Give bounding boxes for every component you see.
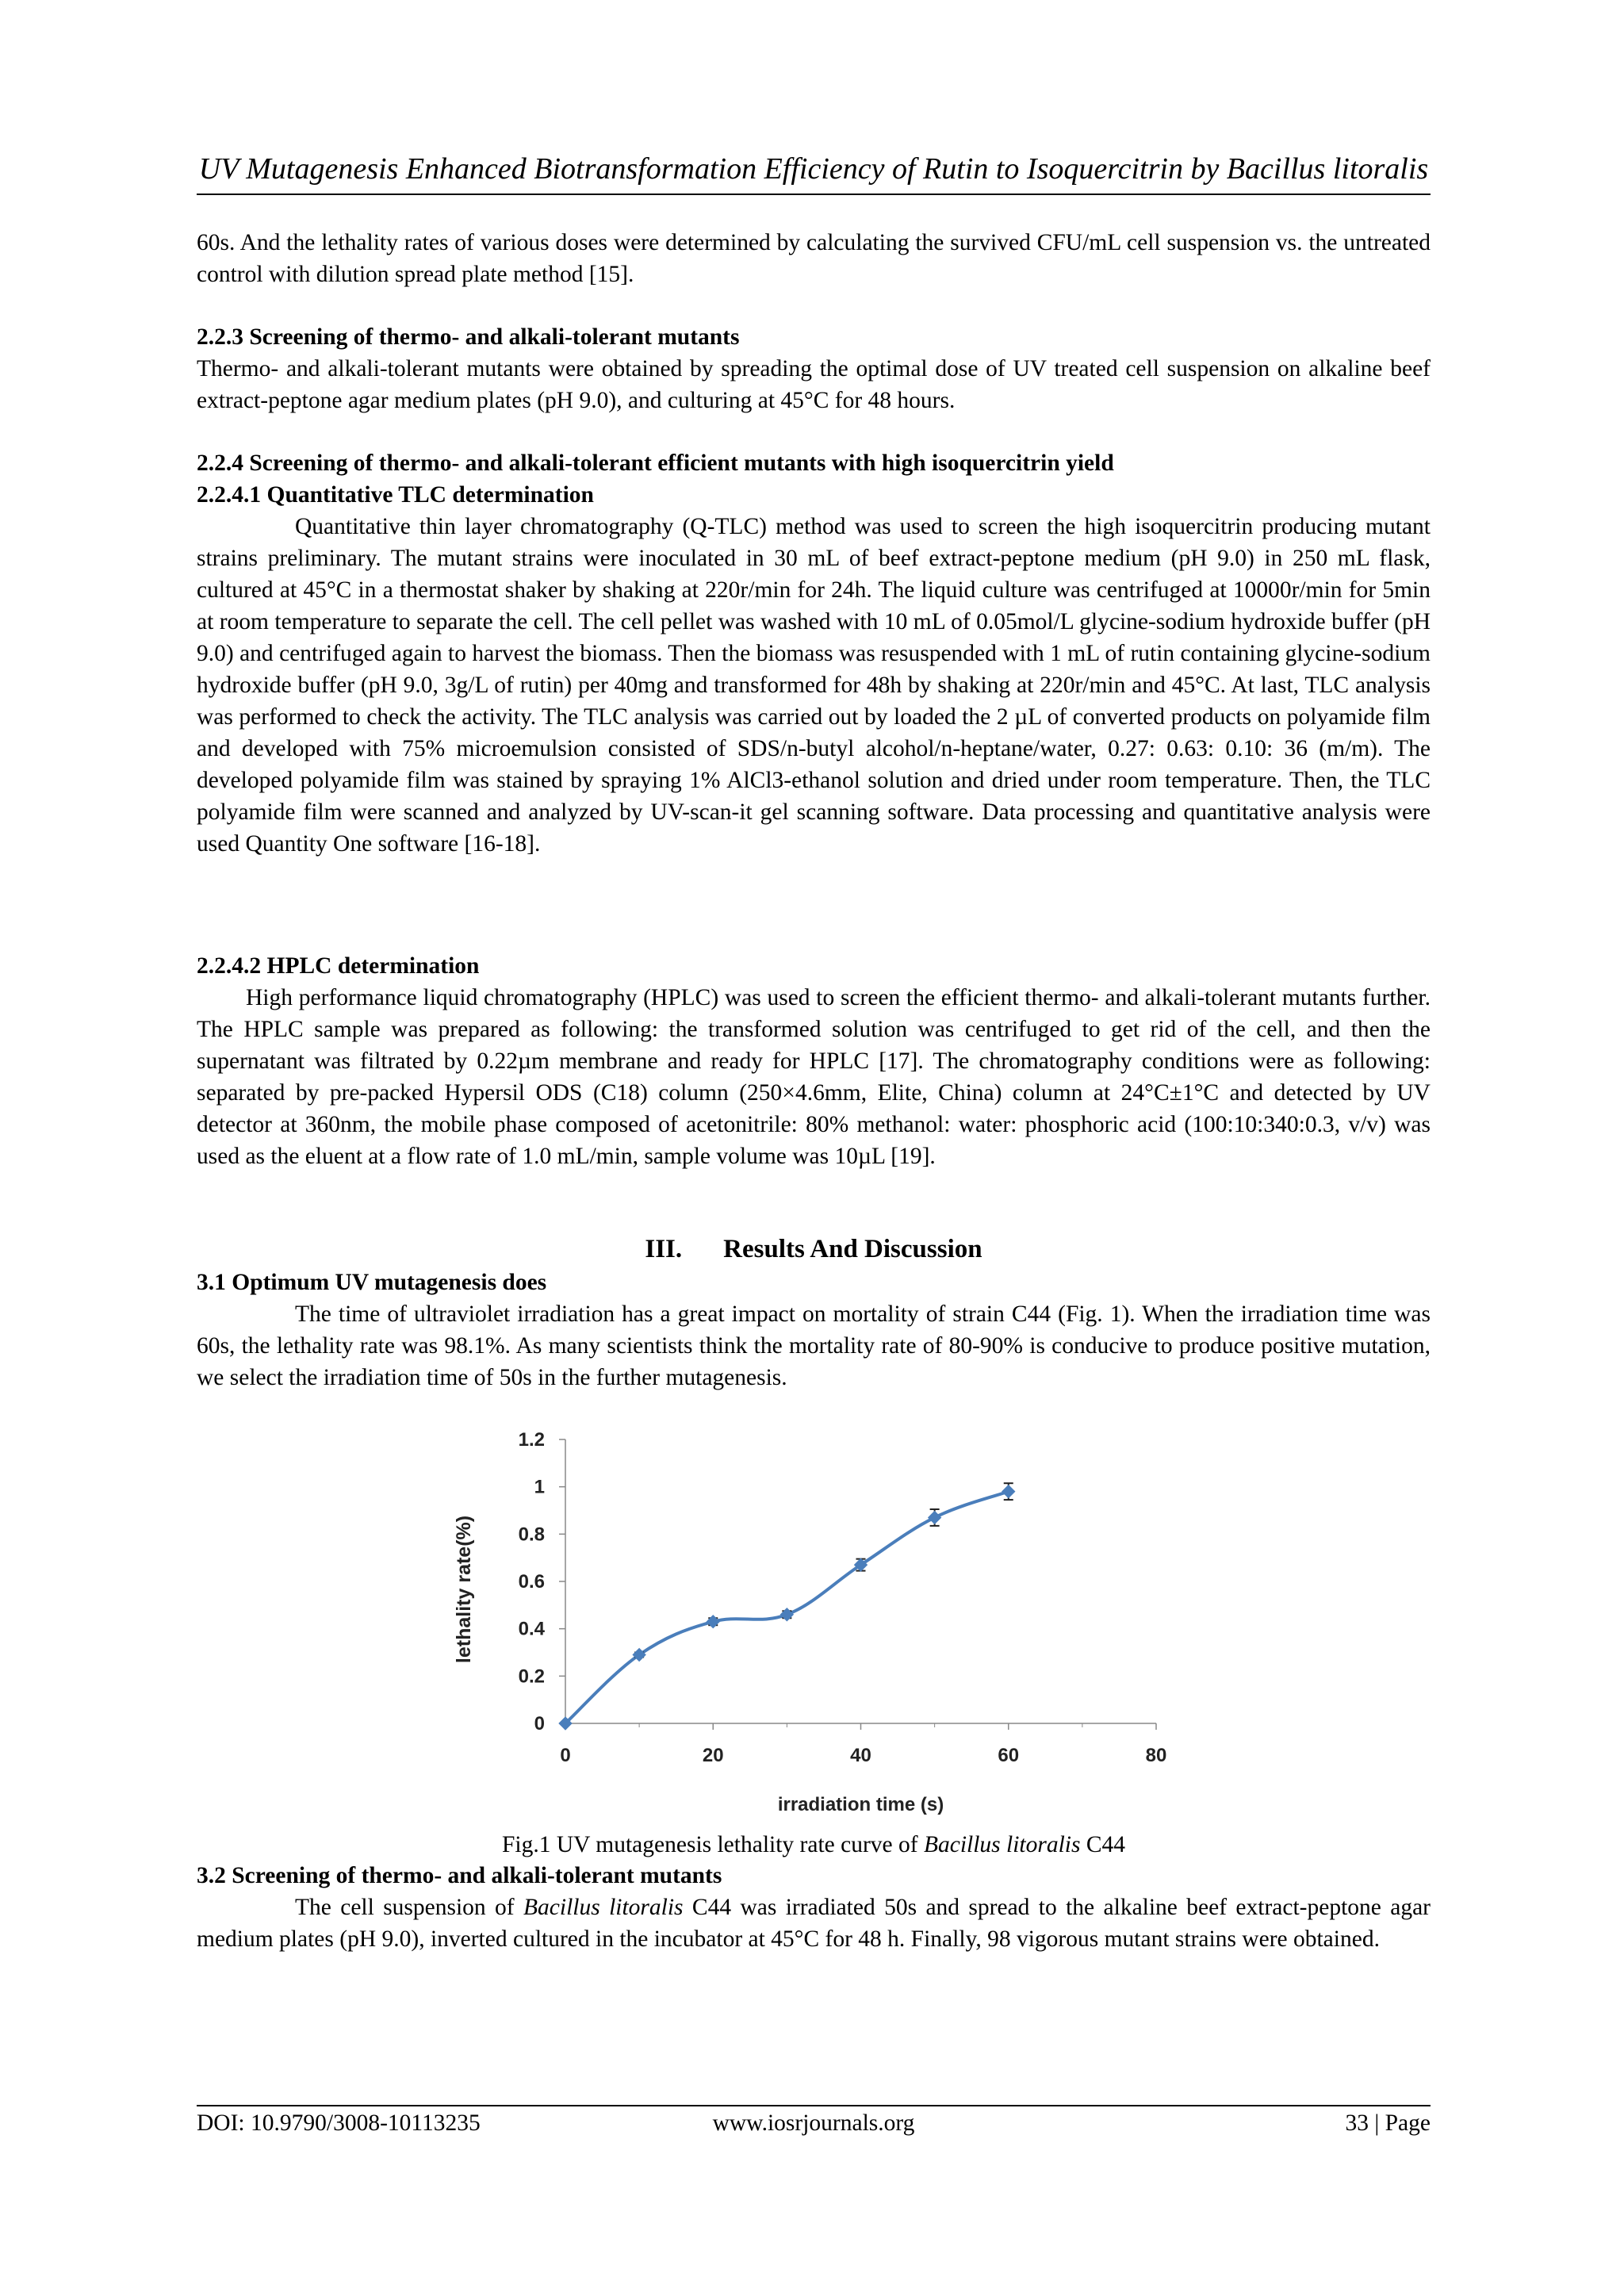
data-point (929, 1511, 941, 1524)
caption-suffix: C44 (1080, 1832, 1126, 1857)
x-tick-label: 60 (998, 1745, 1020, 1766)
text-3-2-suffix: C44 was irradiated 50s and spread to the alkaline beef extract-peptone agar medium plates (pH 9.0), inverted cultured in the incubator at 45°C for 48 h. Finally, 98 vigorous mutant strains were obtained. (197, 1895, 1431, 1952)
section-3-title: Results And Discussion (723, 1235, 982, 1263)
footer-website: www.iosrjournals.org (712, 2110, 915, 2136)
text-2-2-3: Thermo- and alkali-tolerant mutants were obtained by spreading the optimal dose of UV treated cell suspension on alkaline beef extract-peptone agar medium plates (pH 9.0), and culturing at 45°C for 48 hours. (197, 356, 1431, 413)
section-3-number: III. (645, 1235, 683, 1263)
section-3-heading (197, 1233, 1431, 1265)
data-point (707, 1616, 719, 1628)
data-point (1002, 1485, 1015, 1498)
section-3-2 (197, 1860, 1431, 1955)
text-2-2-4-2: High performance liquid chromatography (HPLC) was used to screen the efficient thermo- and alkali-tolerant mutants further. The HPLC sample was prepared as following: the transformed solution was centrifuged to get rid of the cell, and then the supernatant was filtrated by 0.22µm membrane and ready for HPLC [17]. The chromatography conditions were as following: separated by pre-packed Hypersil ODS (C18) column (250×4.6mm, Elite, China) column at 24°C±1°C and detected by UV detector at 360nm, the mobile phase composed of acetonitrile: 80% methanol: water: phosphoric acid (100:10:340:0.3, v/v) was used as the eluent at a flow rate of 1.0 mL/min, sample volume was 10µL [19]. (197, 985, 1431, 1169)
text-3-1: The time of ultraviolet irradiation has a great impact on mortality of strain C44 (Fig. 1). When the irradiation time was 60s, the lethality rate was 98.1%. As many scientists think the mortality rate of 80-90% is conducive to produce positive mutation, we select the irradiation time of 50s in the further mutagenesis. (197, 1301, 1431, 1390)
section-3-1 (197, 1267, 1431, 1393)
intro-paragraph (197, 227, 1431, 290)
y-tick-label: 0.2 (518, 1665, 545, 1688)
series-line (565, 1492, 1009, 1723)
y-axis-label: lethality rate(%) (453, 1515, 475, 1664)
caption-prefix: Fig.1 UV mutagenesis lethality rate curve of (501, 1832, 924, 1857)
footer-page-number: 33 | Page (1345, 2110, 1431, 2136)
header-rule (197, 194, 1431, 195)
heading-2-2-3: 2.2.3 Screening of thermo- and alkali-tolerant mutants (197, 324, 740, 350)
figure-1-chart (453, 1424, 1394, 1828)
figure-1-caption (197, 1829, 1431, 1861)
text-3-2-species: Bacillus litoralis (523, 1895, 684, 1920)
x-tick-label: 80 (1145, 1745, 1167, 1766)
y-tick-label: 0 (534, 1713, 545, 1734)
y-tick-label: 0.6 (518, 1571, 545, 1593)
section-2-2-4-2 (197, 950, 1431, 1172)
heading-2-2-4: 2.2.4 Screening of thermo- and alkali-tolerant efficient mutants with high isoquercitrin yield (197, 450, 1114, 476)
intro-text: 60s. And the lethality rates of various doses were determined by calculating the survived CFU/mL cell suspension vs. the untreated control with dilution spread plate method [15]. (197, 230, 1431, 287)
section-2-2-3 (197, 321, 1431, 416)
footer-doi: DOI: 10.9790/3008-10113235 (197, 2110, 481, 2136)
x-tick-label: 0 (560, 1745, 571, 1766)
text-3-2-prefix: The cell suspension of (295, 1895, 524, 1920)
data-point (780, 1608, 793, 1621)
x-axis-label: irradiation time (s) (777, 1794, 944, 1815)
heading-3-1: 3.1 Optimum UV mutagenesis does (197, 1270, 547, 1295)
y-tick-label: 0.4 (518, 1618, 545, 1640)
heading-2-2-4-2: 2.2.4.2 HPLC determination (197, 953, 480, 979)
x-tick-label: 40 (850, 1745, 871, 1766)
caption-species: Bacillus litoralis (923, 1832, 1081, 1857)
heading-2-2-4-1: 2.2.4.1 Quantitative TLC determination (197, 482, 594, 508)
footer-rule (197, 2105, 1431, 2106)
section-2-2-4 (197, 447, 1431, 860)
text-2-2-4-1: Quantitative thin layer chromatography (Q-TLC) method was used to screen the high isoquercitrin producing mutant strains preliminary. The mutant strains were inoculated in 30 mL of beef extract-peptone medium (pH 9.0) in 250 mL flask, cultured at 45°C in a thermostat shaker by shaking at 220r/min for 24h. The liquid culture was centrifuged at 10000r/min for 5min at room temperature to separate the cell. The cell pellet was washed with 10 mL of 0.05mol/L glycine-sodium hydroxide buffer (pH 9.0) and centrifuged again to harvest the biomass. Then the biomass was resuspended with 1 mL of rutin containing glycine-sodium hydroxide buffer (pH 9.0, 3g/L of rutin) per 40mg and transformed for 48h by shaking at 220r/min and 45°C. At last, TLC analysis was performed to check the activity. The TLC analysis was carried out by loaded the 2 µL of converted products on polyamide film and developed with 75% microemulsion consisted of SDS/n-butyl alcohol/n-heptane/water, 0.27: 0.63: 0.10: 36 (m/m). The developed polyamide film was stained by spraying 1% AlCl3-ethanol solution and dried under room temperature. Then, the TLC polyamide film were scanned and analyzed by UV-scan-it gel scanning software. Data processing and quantitative analysis were used Quantity One software [16-18]. (197, 514, 1431, 857)
y-tick-label: 1.2 (518, 1429, 545, 1451)
x-tick-label: 20 (702, 1745, 724, 1766)
chart-root (453, 1429, 1166, 1815)
y-tick-label: 0.8 (518, 1524, 545, 1546)
running-title: UV Mutagenesis Enhanced Biotransformation Efficiency of Rutin to Isoquercitrin by Bacillus litoralis (198, 152, 1429, 186)
y-tick-label: 1 (534, 1476, 545, 1498)
heading-3-2: 3.2 Screening of thermo- and alkali-tolerant mutants (197, 1863, 722, 1888)
text-3-2 (197, 1892, 1431, 1955)
